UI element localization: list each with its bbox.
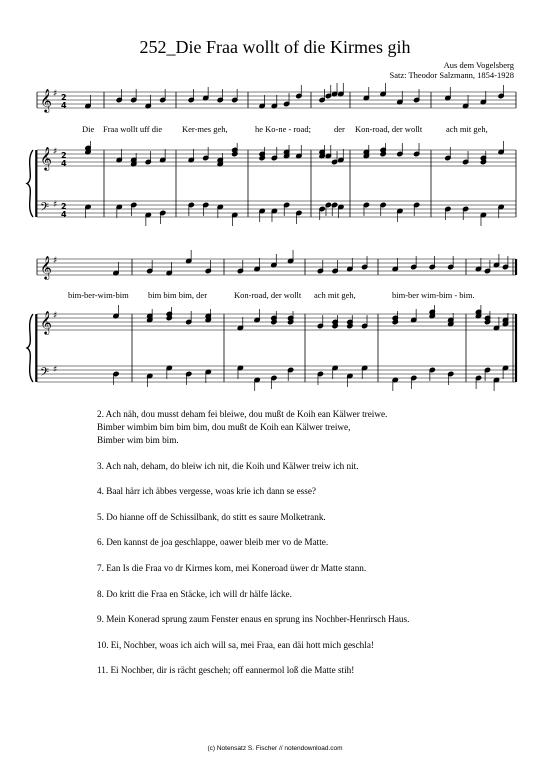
barlines	[37, 92, 516, 382]
treble-clef-icon: 𝄞	[40, 310, 52, 334]
verse-7: 7. Ean Is die Fraa vo dr Kirmes kom, mei Koneroad üwer dr Matte stann.	[97, 562, 367, 573]
lyric-1-2: Fraa wollt uff die	[103, 124, 163, 134]
piano-brace	[27, 314, 33, 382]
lyric-2-4: ach mit geh,	[314, 290, 356, 300]
page-title: 252_Die Fraa wollt of die Kirmes gih	[139, 37, 411, 57]
verse-6: 6. Den kannst de joa geschlappe, oawer bleib mer vo de Matte.	[97, 537, 329, 548]
time-signature: 4	[61, 159, 67, 168]
system-braces	[27, 150, 36, 382]
treble-clef-icon: 𝄞	[40, 146, 52, 170]
verse-2: 2. Ach näh, dou musst deham fei bleiwe, dou mußt de Koih ean Kälwer treiwe. Bimber wimbim bim bim bim, dou mußt de Koih ean Kälwer treiwe, Bimber wim bim bim.	[97, 409, 388, 446]
arranger-credit: Satz: Theodor Salzmann, 1854-1928	[389, 70, 514, 80]
sharp-icon: ♯	[53, 200, 58, 210]
verse-5: 5. Do hianne off de Schissilbank, do stitt es saure Molketrank.	[97, 511, 326, 522]
lyric-1-4: he Ko-ne - road;	[255, 124, 311, 134]
lyric-1-6: Kon-road, der wollt	[355, 124, 423, 134]
verse-10: 10. Ei, Nochber, woas ich aich will sa, mei Fraa, ean däi hott mich geschla!	[97, 639, 374, 650]
staff-lines	[37, 92, 516, 382]
lyric-2-2: bim bim bim, der	[148, 290, 208, 300]
source-credit: Aus dem Vogelsberg	[443, 60, 514, 70]
piano-brace	[27, 150, 33, 217]
lyric-1-3: Ker-mes geh,	[182, 124, 228, 134]
verse-4: 4. Baal härr ich äbbes vergesse, woas krie ich dann se esse?	[97, 486, 316, 497]
verse-3: 3. Ach nah, deham, do bleiw ich nit, die Koih und Kälwer treiw ich nit.	[97, 460, 359, 471]
verse-11: 11. Ei Nochber, dir is rächt gescheh; off eannermol loß die Matte stih!	[97, 665, 355, 676]
sharp-icon: ♯	[53, 311, 58, 321]
time-signature: 4	[61, 101, 67, 110]
sharp-icon: ♯	[53, 256, 58, 266]
footer-copyright: (c) Notensatz S. Fischer // notendownload.com	[207, 745, 343, 752]
lyric-1-7: ach mit geh,	[446, 124, 488, 134]
sharp-icon: ♯	[53, 365, 58, 375]
lyric-2-1: bim-ber-wim-bim	[68, 290, 129, 300]
lyric-1-1: Die	[82, 124, 95, 134]
bass-clef-icon: 𝄢	[40, 366, 50, 382]
time-signature: 4	[61, 210, 67, 219]
treble-clef-icon: 𝄞	[40, 255, 52, 279]
sharp-icon: ♯	[53, 147, 58, 157]
lyric-2-5: bim-ber wim-bim - bim.	[392, 290, 475, 300]
time-signature: 2	[61, 93, 67, 102]
lyric-1-5: der	[334, 124, 345, 134]
verse-8: 8. Do kritt die Fraa en Stäcke, ich will dr hälfe läcke.	[97, 588, 292, 599]
verse-9: 9. Mein Konerad sprung zaum Fenster enaus en sprung ins Nochber-Henrirsch Haus.	[97, 614, 410, 625]
clefs	[40, 88, 67, 382]
treble-clef-icon: 𝄞	[40, 88, 52, 112]
bass-clef-icon: 𝄢	[40, 201, 50, 217]
time-signature: 2	[61, 202, 67, 211]
time-signature: 2	[61, 151, 67, 160]
sharp-icon: ♯	[53, 89, 58, 99]
lyric-2-3: Kon-road, der wollt	[234, 290, 302, 300]
verses	[97, 408, 517, 690]
